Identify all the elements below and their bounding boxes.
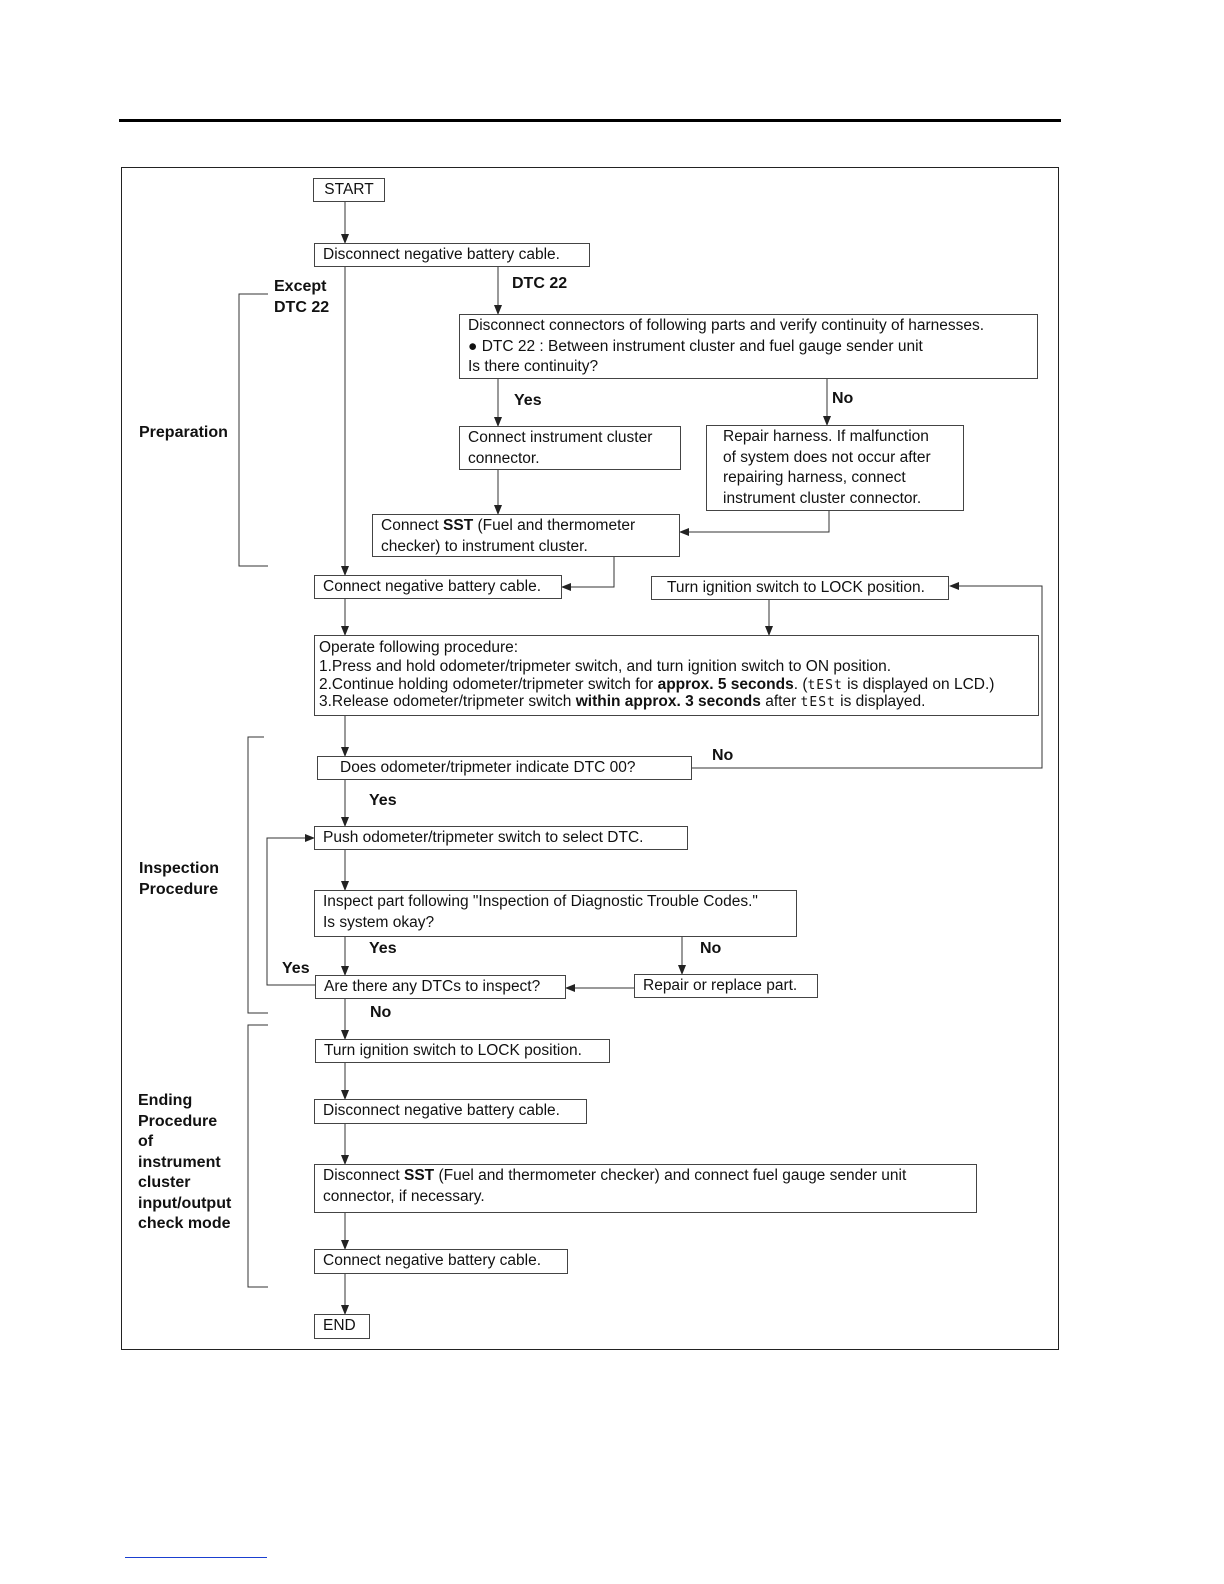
- start-node: START: [313, 178, 385, 202]
- section-inspection: Inspection Procedure: [139, 860, 220, 898]
- footer-rule: [125, 1557, 267, 1558]
- bracket-inspection: [248, 737, 268, 1013]
- label-dtc22: DTC 22: [512, 275, 568, 292]
- label-dtcs-no: No: [370, 1004, 392, 1021]
- repair-replace-node: Repair or replace part.: [634, 974, 818, 998]
- lcd-test-display: tESt: [807, 678, 843, 693]
- disconnect-connectors-node: Disconnect connectors of following parts and verify continuity of harnesses. ● DTC 22 : Between instrument cluster and fuel gauge sender unit Is there continuity?: [459, 314, 1038, 379]
- label-okay-yes: Yes: [369, 940, 397, 957]
- connect-battery-node: Connect negative battery cable.: [314, 575, 562, 599]
- bracket-ending: [248, 1025, 268, 1287]
- inspect-part-node: Inspect part following "Inspection of Diagnostic Trouble Codes." Is system okay?: [314, 890, 797, 937]
- disconnect-battery2-node: Disconnect negative battery cable.: [314, 1099, 587, 1124]
- label-loop-yes: Yes: [282, 960, 310, 977]
- operate-procedure-node: Operate following procedure: 1.Press and hold odometer/tripmeter switch, and turn ignition switch to ON position. 2.Continue holding odometer/tripmeter switch for approx. 5 seconds. (tESt is displayed on LCD.) 3.Release odometer/tripmeter switch within approx. 3 seconds after tESt is displayed.: [314, 635, 1039, 716]
- end-node: END: [314, 1314, 370, 1339]
- lcd-test-display-2: tESt: [800, 694, 836, 710]
- push-switch-node: Push odometer/tripmeter switch to select DTC.: [314, 826, 688, 850]
- bracket-preparation: [239, 294, 268, 566]
- label-continuity-no: No: [832, 390, 854, 407]
- disconnect-sst-node: Disconnect SST (Fuel and thermometer checker) and connect fuel gauge sender unit connector, if necessary.: [314, 1164, 977, 1213]
- turn-lock2-node: Turn ignition switch to LOCK position.: [315, 1039, 610, 1063]
- label-dtc00-yes: Yes: [369, 792, 397, 809]
- label-except-dtc22: Except DTC 22: [274, 278, 330, 316]
- repair-harness-node: Repair harness. If malfunction of system does not occur after repairing harness, connect instrument cluster connector.: [706, 425, 964, 511]
- section-ending: Ending Procedure of instrument cluster input/output check mode: [138, 1092, 232, 1232]
- arrow-sst-battery: [562, 556, 614, 587]
- connect-battery2-node: Connect negative battery cable.: [314, 1249, 568, 1274]
- label-continuity-yes: Yes: [514, 392, 542, 409]
- section-preparation: Preparation: [139, 424, 228, 441]
- bullet-icon: ●: [468, 337, 478, 355]
- disconnect-battery-node: Disconnect negative battery cable.: [314, 243, 590, 267]
- any-dtcs-node: Are there any DTCs to inspect?: [315, 975, 566, 999]
- connect-sst-node: Connect SST (Fuel and thermometer checker) to instrument cluster.: [372, 514, 680, 557]
- indicate-dtc00-node: Does odometer/tripmeter indicate DTC 00?: [317, 756, 692, 780]
- turn-lock-node: Turn ignition switch to LOCK position.: [651, 576, 949, 600]
- label-okay-no: No: [700, 940, 722, 957]
- label-dtc00-no: No: [712, 747, 734, 764]
- arrow-harness-sst: [680, 511, 829, 532]
- connect-cluster-node: Connect instrument cluster connector.: [459, 426, 681, 470]
